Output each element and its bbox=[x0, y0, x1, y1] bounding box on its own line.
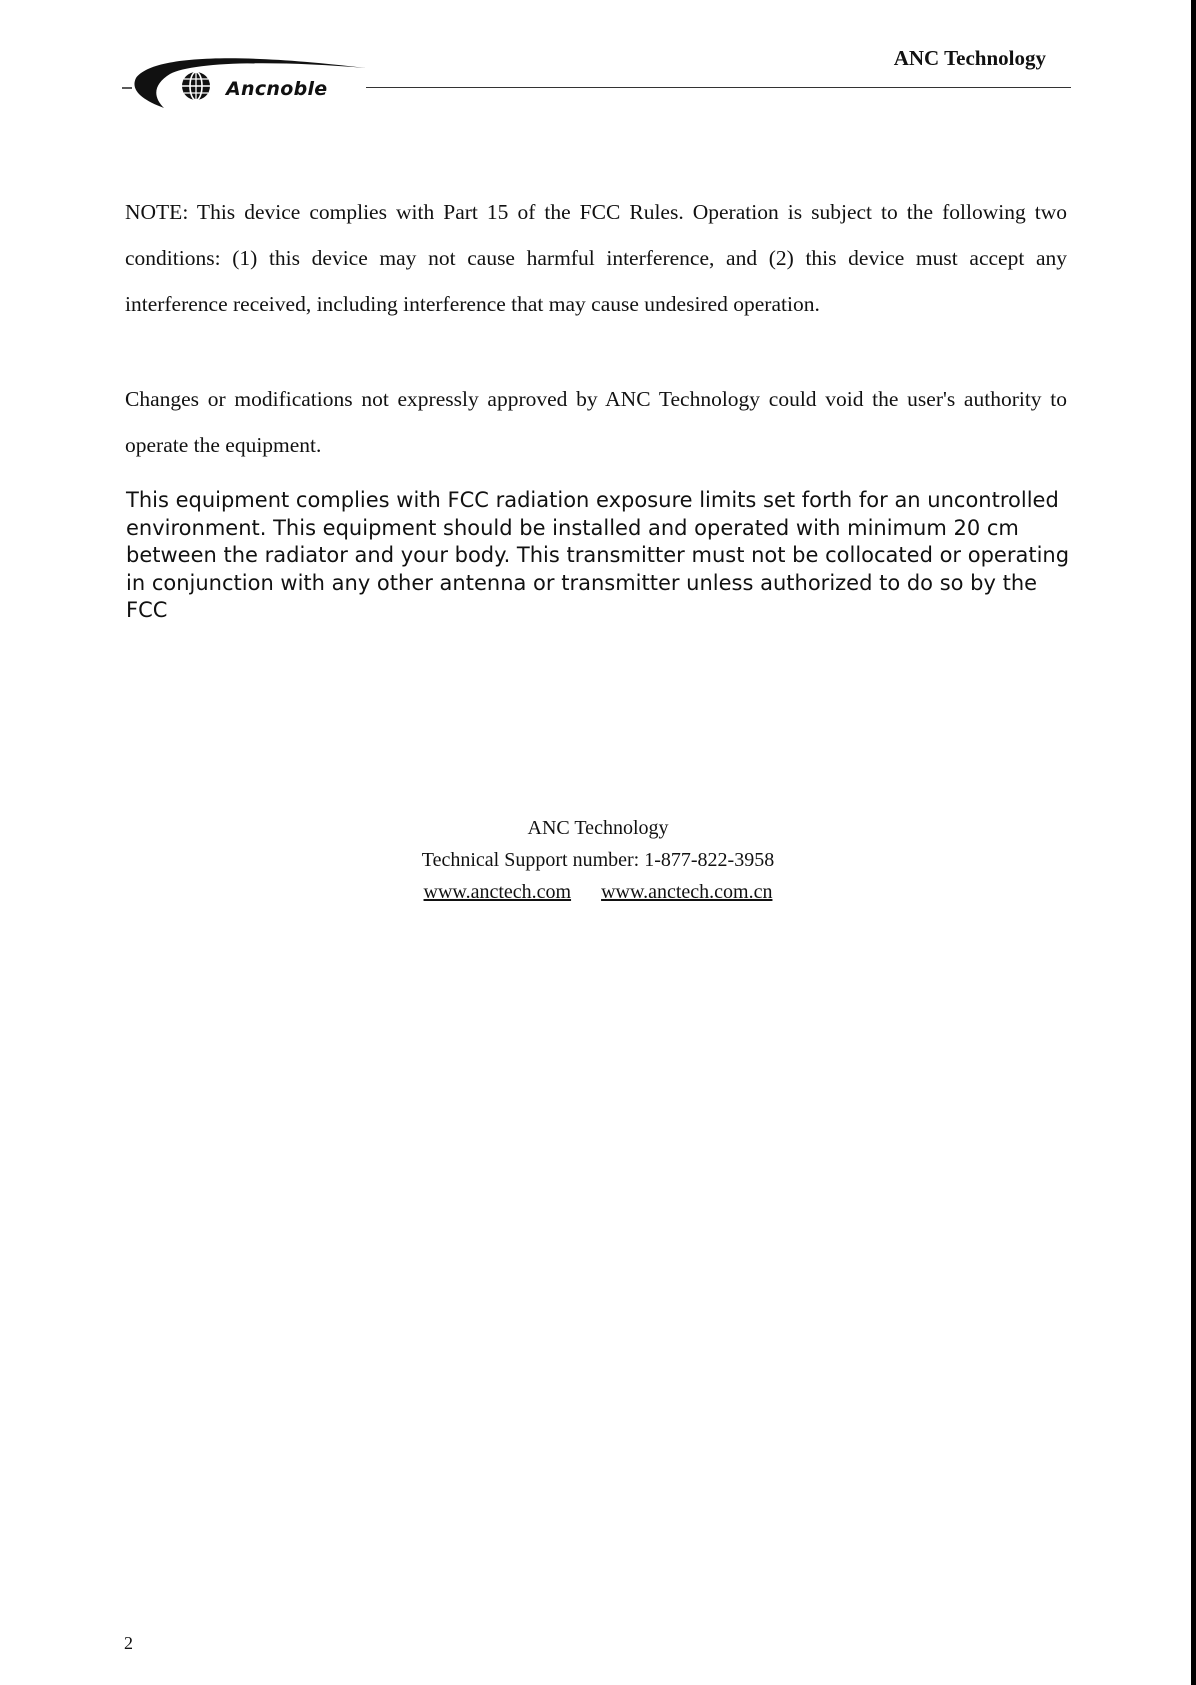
footer-links bbox=[0, 876, 1196, 908]
header-company-name: ANC Technology bbox=[893, 46, 1046, 70]
link-anctech-com[interactable]: www.anctech.com bbox=[423, 881, 572, 903]
footer-company-name: ANC Technology bbox=[527, 817, 669, 839]
fcc-note-paragraph: NOTE: This device complies with Part 15 of the FCC Rules. Operation is subject to the following two conditions: (1) this device may not cause harmful interference, and (2) this device must accept any interference received, including interference that may cause undesired operation. bbox=[125, 200, 1067, 316]
logo-wordmark: Ancnoble bbox=[226, 78, 328, 100]
page-number: 2 bbox=[124, 1633, 133, 1653]
ancnoble-logo bbox=[122, 52, 368, 112]
link-anctech-com-cn[interactable]: www.anctech.com.cn bbox=[601, 881, 773, 903]
header-divider bbox=[366, 87, 1071, 88]
footer-contact bbox=[0, 812, 1196, 908]
radiation-exposure-paragraph: This equipment complies with FCC radiation exposure limits set forth for an uncontrolled environment. This equipment should be installed and operated with minimum 20 cm between the radiator and your body. This transmitter must not be collocated or operating in conjunction with any other antenna or transmitter unless authorized to do so by the FCC bbox=[126, 488, 1070, 622]
modifications-paragraph: Changes or modifications not expressly approved by ANC Technology could void the user's authority to operate the equipment. bbox=[125, 387, 1067, 457]
footer-support-number: Technical Support number: 1-877-822-3958 bbox=[421, 849, 775, 871]
